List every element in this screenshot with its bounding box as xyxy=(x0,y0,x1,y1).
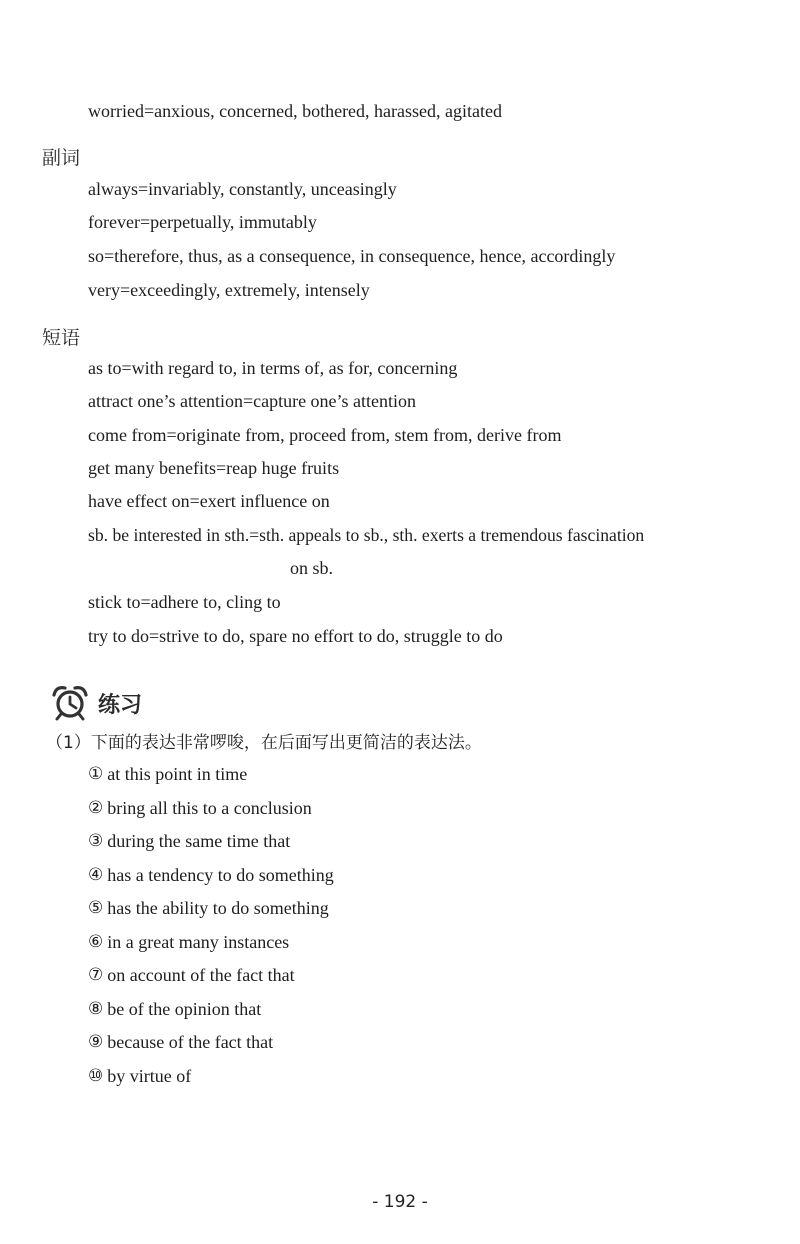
exercise-number: ⑨ xyxy=(88,1032,104,1052)
exercise-item xyxy=(88,998,261,1020)
exercise-number: ⑤ xyxy=(88,898,104,918)
exercise-item xyxy=(88,1031,273,1053)
adverb-line: always=invariably, constantly, unceasingly xyxy=(88,179,397,199)
phrase-line: attract one’s attention=capture one’s attention xyxy=(88,391,417,411)
phrase-line: as to=with regard to, in terms of, as for, concerning xyxy=(88,358,458,378)
exercise-item xyxy=(88,763,247,785)
exercise-text: bring all this to a conclusion xyxy=(107,798,312,818)
exercise-text: because of the fact that xyxy=(107,1032,274,1052)
adverb-line: so=therefore, thus, as a consequence, in consequence, hence, accordingly xyxy=(88,246,616,266)
exercise-item xyxy=(88,830,290,852)
exercise-number: ⑧ xyxy=(88,999,104,1019)
phrases-heading: 短语 xyxy=(42,327,81,349)
exercise-text: by virtue of xyxy=(107,1066,192,1086)
exercise-number: ① xyxy=(88,764,104,784)
exercise-text: has a tendency to do something xyxy=(107,865,334,885)
exercise-text: has the ability to do something xyxy=(107,898,329,918)
exercise-item xyxy=(88,1065,191,1087)
phrase-line: have effect on=exert influence on xyxy=(88,491,330,511)
adverbs-heading: 副词 xyxy=(42,147,81,169)
exercise-number: ④ xyxy=(88,865,104,885)
alarm-clock-icon xyxy=(50,684,90,722)
practice-instruction: （1）下面的表达非常啰唆，在后面写出更简洁的表达法。 xyxy=(46,733,482,753)
exercise-text: on account of the fact that xyxy=(107,965,295,985)
practice-title: 练习 xyxy=(98,692,143,718)
exercise-number: ⑥ xyxy=(88,932,104,952)
exercise-text: during the same time that xyxy=(107,831,291,851)
exercise-item xyxy=(88,797,312,819)
phrase-line: try to do=strive to do, spare no effort to do, struggle to do xyxy=(88,626,503,646)
exercise-item xyxy=(88,897,329,919)
phrase-line: get many benefits=reap huge fruits xyxy=(88,458,340,478)
phrase-line-continuation: on sb. xyxy=(290,558,334,578)
exercise-item xyxy=(88,931,289,953)
exercise-number: ③ xyxy=(88,831,104,851)
phrase-line: come from=originate from, proceed from, stem from, derive from xyxy=(88,425,562,445)
exercise-item xyxy=(88,864,334,886)
exercise-number: ⑩ xyxy=(88,1066,104,1086)
phrase-line: stick to=adhere to, cling to xyxy=(88,592,281,612)
exercise-number: ⑦ xyxy=(88,965,104,985)
exercise-item xyxy=(88,964,295,986)
exercise-text: in a great many instances xyxy=(107,932,290,952)
exercise-text: be of the opinion that xyxy=(107,999,262,1019)
exercise-number: ② xyxy=(88,798,104,818)
exercise-text: at this point in time xyxy=(107,764,248,784)
page-number: - 192 - xyxy=(372,1192,428,1212)
phrase-line: sb. be interested in sth.=sth. appeals to sb., sth. exerts a tremendous fascination xyxy=(88,525,645,545)
adverb-line: forever=perpetually, immutably xyxy=(88,212,317,232)
synonym-line-worried: worried=anxious, concerned, bothered, harassed, agitated xyxy=(88,101,502,121)
practice-header xyxy=(50,684,142,722)
adverb-line: very=exceedingly, extremely, intensely xyxy=(88,280,370,300)
